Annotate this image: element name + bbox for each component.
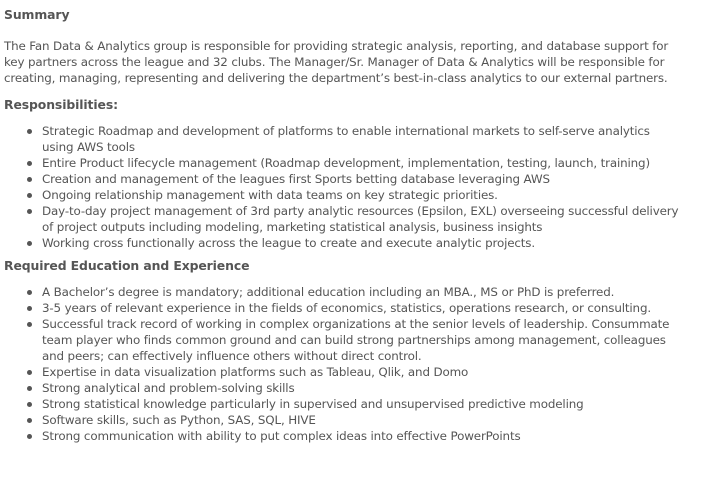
summary-heading: Summary	[4, 7, 70, 22]
item-line: Day-to-day project management of 3rd party analytic resources (Epsilon, EXL) overseeing successful delivery	[42, 204, 679, 218]
item-line: Ongoing relationship management with data teams on key strategic priorities.	[42, 188, 498, 202]
responsibilities-heading: Responsibilities:	[4, 97, 118, 112]
list-item	[42, 235, 710, 251]
list-item	[42, 187, 710, 203]
item-line: A Bachelor’s degree is mandatory; additional education including an MBA., MS or PhD is preferred.	[42, 285, 615, 299]
item-line: Strong communication with ability to put complex ideas into effective PowerPoints	[42, 429, 521, 443]
item-line: Strategic Roadmap and development of platforms to enable international markets to self-serve analytics	[42, 124, 650, 138]
item-line: and peers; can effectively influence others without direct control.	[42, 349, 422, 363]
item-line: Working cross functionally across the league to create and execute analytic projects.	[42, 236, 535, 250]
summary-line: The Fan Data & Analytics group is responsible for providing strategic analysis, reporting, and database support for	[4, 39, 669, 53]
list-item	[42, 300, 710, 316]
item-line: Software skills, such as Python, SAS, SQL, HIVE	[42, 413, 316, 427]
item-line: using AWS tools	[42, 140, 135, 154]
item-line: Strong statistical knowledge particularly in supervised and unsupervised predictive modeling	[42, 397, 584, 411]
item-line: Successful track record of working in complex organizations at the senior levels of leadership. Consummate	[42, 317, 670, 331]
education-list	[4, 284, 710, 444]
item-line: Creation and management of the leagues first Sports betting database leveraging AWS	[42, 172, 550, 186]
list-item	[42, 380, 710, 396]
item-line: Expertise in data visualization platforms such as Tableau, Qlik, and Domo	[42, 365, 469, 379]
list-item	[42, 203, 710, 235]
list-item	[42, 171, 710, 187]
list-item	[42, 155, 710, 171]
item-line: 3-5 years of relevant experience in the fields of economics, statistics, operations research, or consulting.	[42, 301, 651, 315]
summary-line: key partners across the league and 32 clubs. The Manager/Sr. Manager of Data & Analytics will be responsible for	[4, 55, 665, 69]
summary-line: creating, managing, representing and delivering the department’s best-in-class analytics to our external partners.	[4, 71, 668, 85]
item-line: Strong analytical and problem-solving skills	[42, 381, 295, 395]
summary-paragraph	[4, 38, 710, 86]
item-line: team player who finds common ground and can build strong partnerships among management, colleagues	[42, 333, 666, 347]
list-item	[42, 123, 710, 155]
education-heading: Required Education and Experience	[4, 258, 250, 273]
list-item	[42, 412, 710, 428]
item-line: of project outputs including modeling, marketing statistical analysis, business insights	[42, 220, 543, 234]
list-item	[42, 428, 710, 444]
list-item	[42, 396, 710, 412]
list-item	[42, 316, 710, 364]
item-line: Entire Product lifecycle management (Roadmap development, implementation, testing, launch, training)	[42, 156, 650, 170]
list-item	[42, 284, 710, 300]
list-item	[42, 364, 710, 380]
responsibilities-list	[4, 123, 710, 251]
